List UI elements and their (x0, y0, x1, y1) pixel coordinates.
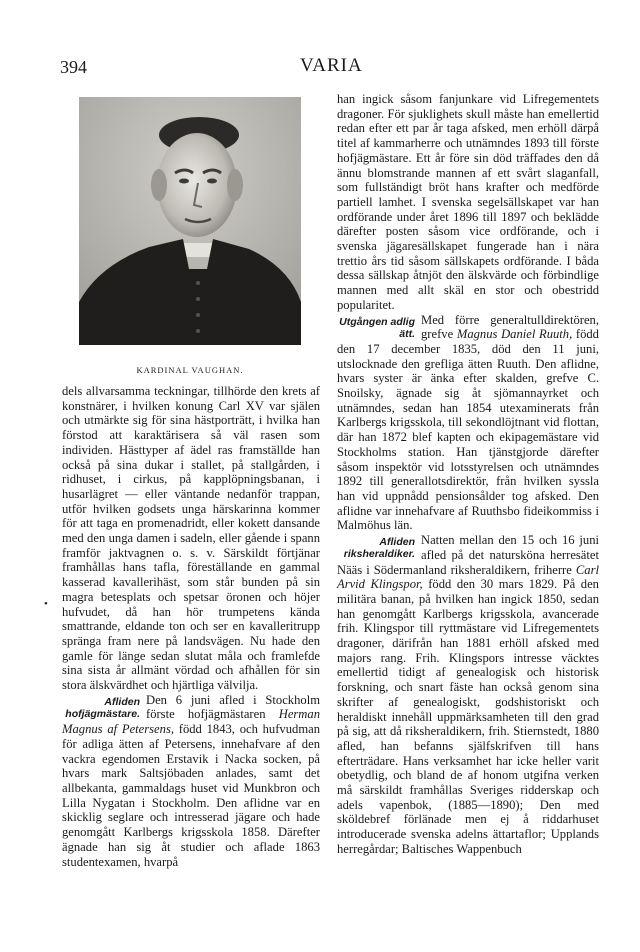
right-paragraph-1: han ingick såsom fanjunkare vid Lifregementets dragoner. För sjuklighets skull måste han emellertid redan efter ett par år taga afsked, men erhöll därpå titel af kammarherre och utnämndes 1893 till förste hofjägmästare. Ett år före sin död träffades den då ännu blomstrande mannen af ett svårt slaganfall, som fullständigt bröt hans krafter och medförde partiell lamhet. I svenska segelsällskapet var han ordförande under året 1896 till 1897 och beklädde därefter posten såsom vice ordförande, och i svenska jägaresällskapet fungerade han i nära trettio års tid såsom sällskapets ordförande. I båda dessa sällskap åtnjöt den älskvärde och förbindlige mannen med allt skäl en stor och obestridd popularitet. (337, 92, 599, 312)
figure-caption: KARDINAL VAUGHAN. (136, 365, 244, 375)
portrait-image (79, 97, 301, 345)
person-name: Magnus Daniel Ruuth, (456, 327, 573, 342)
left-paragraph-2-rest: född 1843, och hufvudman för adliga ätten af Petersens, innehafvare af den vackra egendomen Erstavik i Nacka socken, på hvars mark Saltsjöbaden anlades, samt det allbekanta, gammaldags huset vid Munkbron och Lilla Nygatan i Stockholm. Den aflidne var en skicklig seglare och intresserad jägare och hade genomgått Karlbergs krigsskola 1858. Därefter ägnade han sig åt studier och aflade 1863 studentexamen, hvarpå (62, 722, 320, 869)
right-paragraph-3-start: Natten mellan den 15 och 16 juni afled på det natursköna herresätet Nääs i Södermanland riksheraldikern, friherre (337, 533, 599, 577)
left-paragraph-2 (62, 693, 320, 869)
person-name: Herman Magnus af Petersens, (62, 707, 320, 737)
right-paragraph-2 (337, 313, 599, 534)
side-note-adlig-att: Utgången adlig ätt. (339, 315, 415, 340)
side-note-hofjagmastare: Afliden hofjägmästare. (65, 695, 140, 720)
running-head: VARIA (300, 55, 363, 76)
person-name: Carl Arvid Klingspor, (337, 562, 599, 592)
side-note-riksheraldiker: Afliden riksheraldiker. (343, 536, 415, 561)
margin-mark: • (44, 598, 48, 610)
right-paragraph-3 (337, 533, 599, 856)
left-column (62, 384, 320, 869)
right-paragraph-3-rest: född den 30 mars 1829. På den militära banan, på hvilken han ingick 1850, sedan han genomgått Karlbergs krigsskola, avancerade frih. Klingspor till ryttmästare vid Lifregementets dragoner, därifrån han 1881 erhöll afsked med majors rang. Frih. Klingspors intresse väcktes emellertid tidigt af genealogisk och historisk forskning, och snart fäste han också genom sina skrifter af genealogiskt, godshistoriskt och heraldiskt innehåll uppmärksamheten till den grad på sig, att då riksheraldikern, frih. Stiernstedt, 1880 afled, han befanns själfskrifven till hans efterträdare. Hans verksamhet har icke heller varit obetydlig, och bland de af honom utgifna verken må särskildt framhållas Sveriges ridderskap och adels vapenbok, (1885—1890); Den med sköldebref förlänade men ej å riddarhuset introducerade svenska adelns ättartaflor; Upplands herregårdar; Baltisches Wappenbuch (337, 577, 599, 856)
right-paragraph-2-start: Med förre generaltulldirektören, grefve (421, 312, 599, 342)
left-paragraph-1: dels allvarsamma teckningar, tillhörde den krets af konstnärer, i hvilken konung Carl XV var själen och utmärkte sig för sina hästporträtt, i hvilka han förstod att karaktärisera så väl rasen som individen. Hästtyper af ädel ras framställde han också på sina dukar i stallet, på stallgården, i ridhuset, i cirkus, på kapplöpningsbanan, i husarlägret — eller väntande nedanför trappan, utför hvilken godsets unga härskarinna kommer för att taga en promenadridt, eller kokett dansande med den unga damen i sadeln, eller gående i spann framför jaktvagnen o. s. v. Särskildt förtjänar framhållas hans tafla, föreställande en gammal kasserad kavallerihäst, som står bunden på sin magra betesplats och spetsar öronen och höjer hufvudet, då han hör trumpetens kända smattrande, eldande ton och ser en kavalleritrupp spränga fram nere på landsvägen. Nu hade den gamle för länge sedan slutat måla och framlefde sina sista år allmänt vördad och afhållen för sin stora älskvärdhet och hjärtliga välvilja. (62, 384, 320, 693)
right-paragraph-2-rest: född den 17 december 1835, död den 11 juni, utslocknade den grefliga ätten Ruuth. Den aflidne, hvars syster är änka efter skalden, grefve C. Snoilsky, ägnade sig åt sjömannayrket och utnämndes, sedan han 1854 utexaminerats från Karlbergs krigsskola, till sekondlöjtnant vid flottan, där han 1872 blef kapten och ekipagemästare vid Stockholms station. Han tjänstgjorde därefter såsom inspektör vid lotsstyrelsen och utnämndes 1892 till generallotsdirektör, från hvilken syssla han vid uppnådd pensionsålder tog afsked. Den aflidne var innehafvare af Ruuthsbo fideikommiss i Malmöhus län. (337, 327, 599, 533)
right-column (337, 92, 599, 857)
left-paragraph-2-start: Den 6 juni afled i Stockholm förste hofjägmästaren (146, 692, 320, 722)
cardinal-portrait-image (79, 97, 301, 345)
page-number: 394 (60, 57, 87, 77)
